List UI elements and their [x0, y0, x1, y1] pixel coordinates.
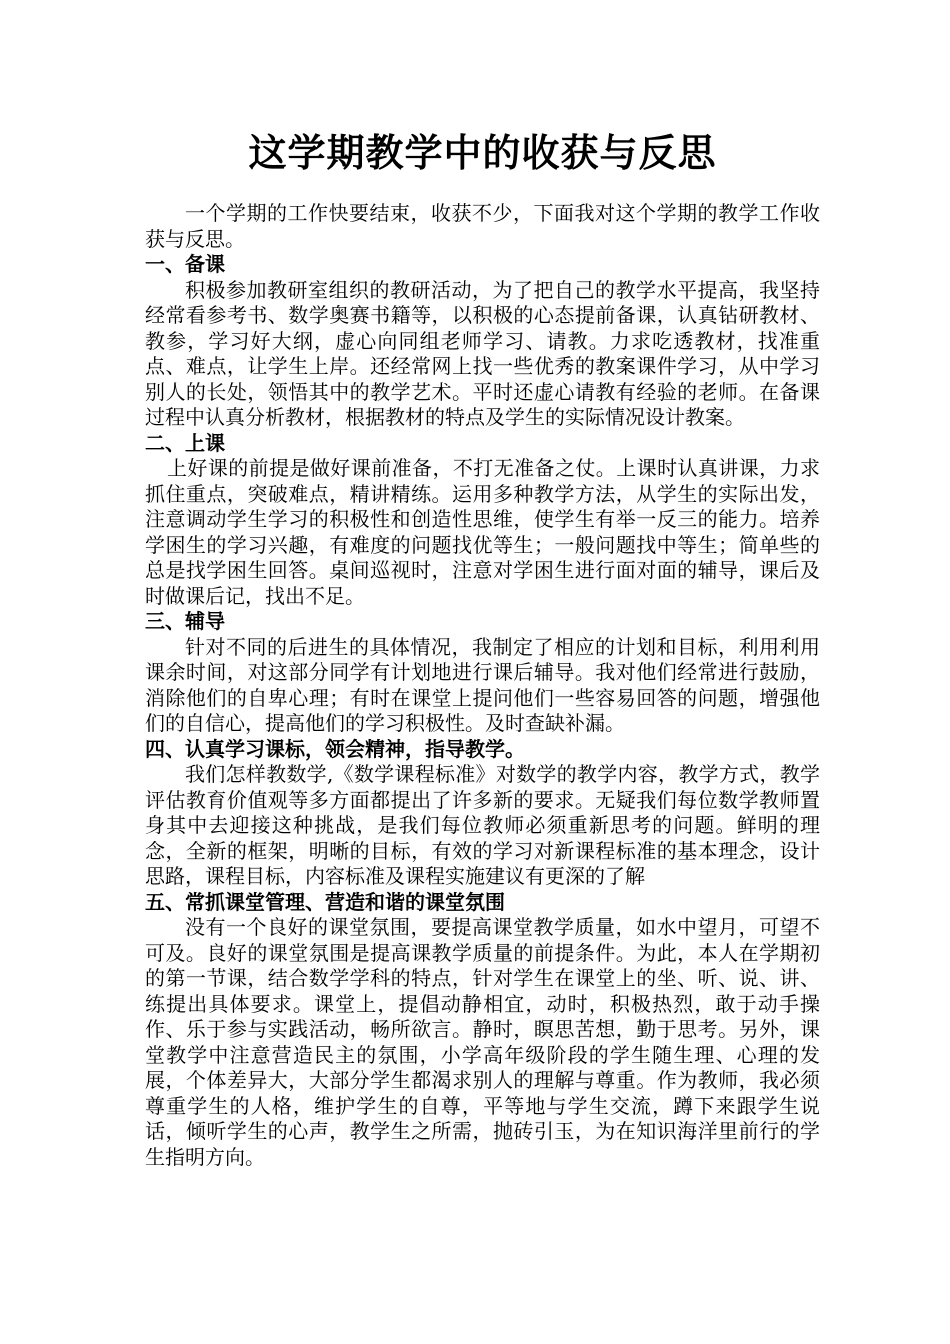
section-tutoring — [145, 609, 820, 737]
section-heading: 一、备课 — [145, 252, 225, 276]
section-paragraph: 针对不同的后进生的具体情况，我制定了相应的计划和目标，利用利用课余时间，对这部分同学有计划地进行课后辅导。我对他们经常进行鼓励，消除他们的自卑心理；有时在课堂上提问他们一些容易回答的问题，增强他们的自信心，提高他们的学习积极性。及时查缺补漏。 — [145, 634, 820, 735]
intro-paragraph: 一个学期的工作快要结束，收获不少，下面我对这个学期的教学工作收获与反思。 — [145, 201, 820, 251]
section-paragraph: 上好课的前提是做好课前准备，不打无准备之仗。上课时认真讲课，力求抓住重点，突破难点，精讲精练。运用多种教学方法，从学生的实际出发，注意调动学生学习的积极性和创造性思维，使学生有举一反三的能力。培养学困生的学习兴趣，有难度的问题找优等生；一般问题找中等生；简单些的总是找学困生回答。桌间巡视时，注意对学困生进行面对面的辅导，课后及时做课后记，找出不足。 — [145, 456, 820, 608]
section-paragraph: 没有一个良好的课堂氛围，要提高课堂教学质量，如水中望月，可望不可及。良好的课堂氛围是提高课教学质量的前提条件。为此，本人在学期初的第一节课，结合数学学科的特点，针对学生在课堂上的坐、听、说、讲、练提出具体要求。课堂上，提倡动静相宜，动时，积极热烈，敢于动手操作、乐于参与实践活动，畅所欲言。静时，瞑思苦想，勤于思考。另外，课堂教学中注意营造民主的氛围，小学高年级阶段的学生随生理、心理的发展，个体差异大，大部分学生都渴求别人的理解与尊重。作为教师，我必须尊重学生的人格，维护学生的自尊，平等地与学生交流，蹲下来跟学生说话，倾听学生的心声，教学生之所需，抛砖引玉，为在知识海洋里前行的学生指明方向。 — [145, 915, 820, 1169]
section-paragraph: 积极参加教研室组织的教研活动，为了把自己的教学水平提高，我坚持经常看参考书、数学奥赛书籍等，以积极的心态提前备课，认真钻研教材、教参，学习好大纲，虚心向同组老师学习、请教。力求吃透教材，找准重点、难点，让学生上岸。还经常网上找一些优秀的教案课件学习，从中学习别人的长处，领悟其中的教学艺术。平时还虚心请教有经验的老师。在备课过程中认真分析教材，根据教材的特点及学生的实际情况设计教案。 — [145, 277, 820, 429]
section-heading: 五、常抓课堂管理、营造和谐的课堂氛围 — [145, 889, 505, 914]
section-classroom-management — [145, 890, 820, 1171]
section-heading: 二、上课 — [145, 430, 225, 455]
section-curriculum-standards — [145, 737, 820, 890]
section-heading: 三、辅导 — [145, 609, 225, 633]
section-paragraph: 我们怎样教数学,《数学课程标准》对数学的教学内容，教学方式，教学评估教育价值观等多方面都提出了许多新的要求。无疑我们每位数学教师置身其中去迎接这种挑战，是我们每位教师必须重新思考的问题。鲜明的理念，全新的框架，明晰的目标，有效的学习对新课程标准的基本理念，设计思路，课程目标，内容标准及课程实施建议有更深的了解 — [145, 762, 820, 888]
section-heading: 四、认真学习课标，领会精神，指导教学。 — [145, 736, 525, 761]
document-body — [145, 201, 820, 1170]
section-lessons — [145, 431, 820, 610]
document-title: 这学期教学中的收获与反思 — [248, 130, 717, 175]
section-preparation — [145, 252, 820, 431]
